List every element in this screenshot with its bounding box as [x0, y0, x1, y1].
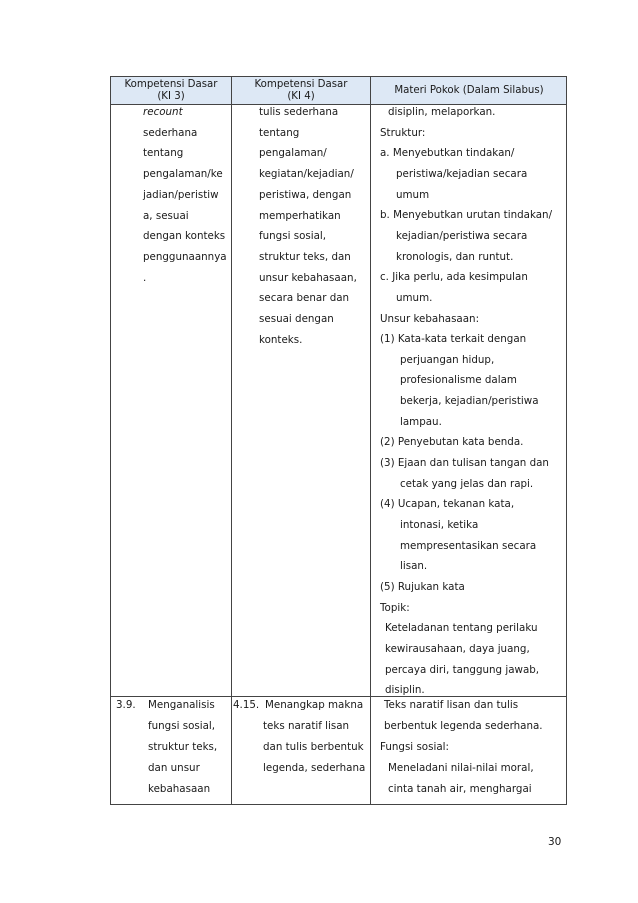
kd4-text-line: dan tulis berbentuk — [263, 741, 364, 753]
materi-text-line: kewirausahaan, daya juang, — [385, 642, 530, 655]
materi-text-line: umum. — [396, 291, 433, 304]
kd4-text-line: memperhatikan — [259, 209, 341, 222]
materi-text-line: lampau. — [400, 415, 442, 428]
materi-text-line: intonasi, ketika — [400, 519, 479, 531]
kd4-text-line: fungsi sosial, — [259, 230, 327, 243]
kd3-text-line: pengalaman/ke — [143, 168, 223, 181]
kd4-text-line: Menangkap makna — [265, 699, 364, 711]
kd3-text-line: struktur teks, — [148, 741, 218, 753]
materi-text-line: Unsur kebahasaan: — [380, 312, 480, 325]
header-materi-pokok — [371, 77, 567, 104]
materi-text-line: (1) Kata-kata terkait dengan — [380, 333, 527, 346]
materi-text-line: Keteladanan tentang perilaku — [385, 622, 538, 635]
materi-text-line: Teks naratif lisan dan tulis — [384, 699, 519, 711]
kd4-text-line: unsur kebahasaan, — [259, 271, 357, 284]
kd3-text-line: sederhana — [143, 126, 198, 139]
header-materi-pokok-text: Materi Pokok (Dalam Silabus) — [394, 84, 544, 96]
kd3-text-line: penggunaannya — [143, 250, 227, 263]
kd4-text-line: konteks. — [259, 333, 303, 346]
kd4-text-line: struktur teks, dan — [259, 250, 351, 263]
column-divider — [231, 77, 232, 804]
kd3-text-line: recount — [143, 106, 183, 118]
materi-text-line: b. Menyebutkan urutan tindakan/ — [380, 209, 553, 222]
materi-text-line: bekerja, kejadian/peristiwa — [400, 395, 539, 408]
kd4-text-line: pengalaman/ — [259, 147, 327, 160]
kd4-text-line: kegiatan/kejadian/ — [259, 168, 354, 181]
materi-text-line: c. Jika perlu, ada kesimpulan — [380, 271, 528, 284]
kd4-text-line: teks naratif lisan — [263, 720, 350, 732]
materi-text-line: Struktur: — [380, 126, 426, 139]
materi-text-line: (5) Rujukan kata — [380, 580, 465, 593]
materi-text-line: disiplin. — [385, 684, 425, 697]
materi-text-line: percaya diri, tanggung jawab, — [385, 663, 540, 676]
kd3-text-line: jadian/peristiw — [143, 188, 219, 201]
materi-text-line: mempresentasikan secara — [400, 539, 537, 552]
materi-text-line: Topik: — [380, 601, 410, 614]
materi-text-line: cinta tanah air, menghargai — [388, 783, 532, 795]
materi-text-line: umum — [396, 188, 430, 201]
header-kd-ki4-text: Kompetensi Dasar (KI 4) — [254, 78, 348, 102]
kd4-text-line: tulis sederhana — [259, 106, 339, 118]
column-divider — [370, 77, 371, 804]
materi-text-line: peristiwa/kejadian secara — [396, 167, 528, 180]
kd3-text-line: dan unsur — [148, 762, 200, 774]
kd4-text-line: tentang — [259, 126, 300, 139]
materi-text-line: berbentuk legenda sederhana. — [384, 720, 543, 732]
materi-text-line: kronologis, dan runtut. — [396, 250, 514, 263]
materi-text-line: a. Menyebutkan tindakan/ — [380, 147, 515, 160]
materi-text-line: (4) Ucapan, tekanan kata, — [380, 498, 515, 511]
header-kd-ki4 — [232, 77, 370, 104]
materi-text-line: cetak yang jelas dan rapi. — [400, 477, 534, 490]
kd3-text-line: . — [143, 271, 147, 284]
materi-text-line: perjuangan hidup, — [400, 353, 495, 366]
kd4-text-line: secara benar dan — [259, 292, 350, 305]
header-kd-ki3-text: Kompetensi Dasar (KI 3) — [124, 78, 218, 102]
kd3-text-line: kebahasaan — [148, 783, 211, 795]
kd4-text-line: peristiwa, dengan — [259, 188, 352, 201]
materi-text-line: (3) Ejaan dan tulisan tangan dan — [380, 457, 549, 470]
kd3-text-line: Menganalisis — [148, 699, 215, 711]
kd3-text-line: tentang — [143, 147, 184, 160]
materi-text-line: Meneladani nilai-nilai moral, — [388, 762, 534, 774]
materi-text-line: Fungsi sosial: — [380, 741, 449, 753]
materi-text-line: profesionalisme dalam — [400, 374, 517, 387]
kd3-text-line: fungsi sosial, — [148, 720, 216, 732]
materi-text-line: kejadian/peristiwa secara — [396, 229, 528, 242]
kd3-text-line: a, sesuai — [143, 209, 189, 222]
header-kd-ki3 — [111, 77, 231, 104]
kd4-text-line: legenda, sederhana — [263, 762, 366, 774]
kd4-number: 4.15. — [233, 699, 260, 711]
kd3-number: 3.9. — [116, 699, 136, 711]
page-number: 30 — [548, 836, 562, 848]
kd3-text-line: dengan konteks — [143, 230, 226, 243]
materi-text-line: lisan. — [400, 560, 428, 573]
row-divider — [111, 696, 566, 697]
materi-text-line: disiplin, melaporkan. — [388, 106, 496, 118]
kd4-text-line: sesuai dengan — [259, 313, 334, 325]
materi-text-line: (2) Penyebutan kata benda. — [380, 436, 524, 449]
